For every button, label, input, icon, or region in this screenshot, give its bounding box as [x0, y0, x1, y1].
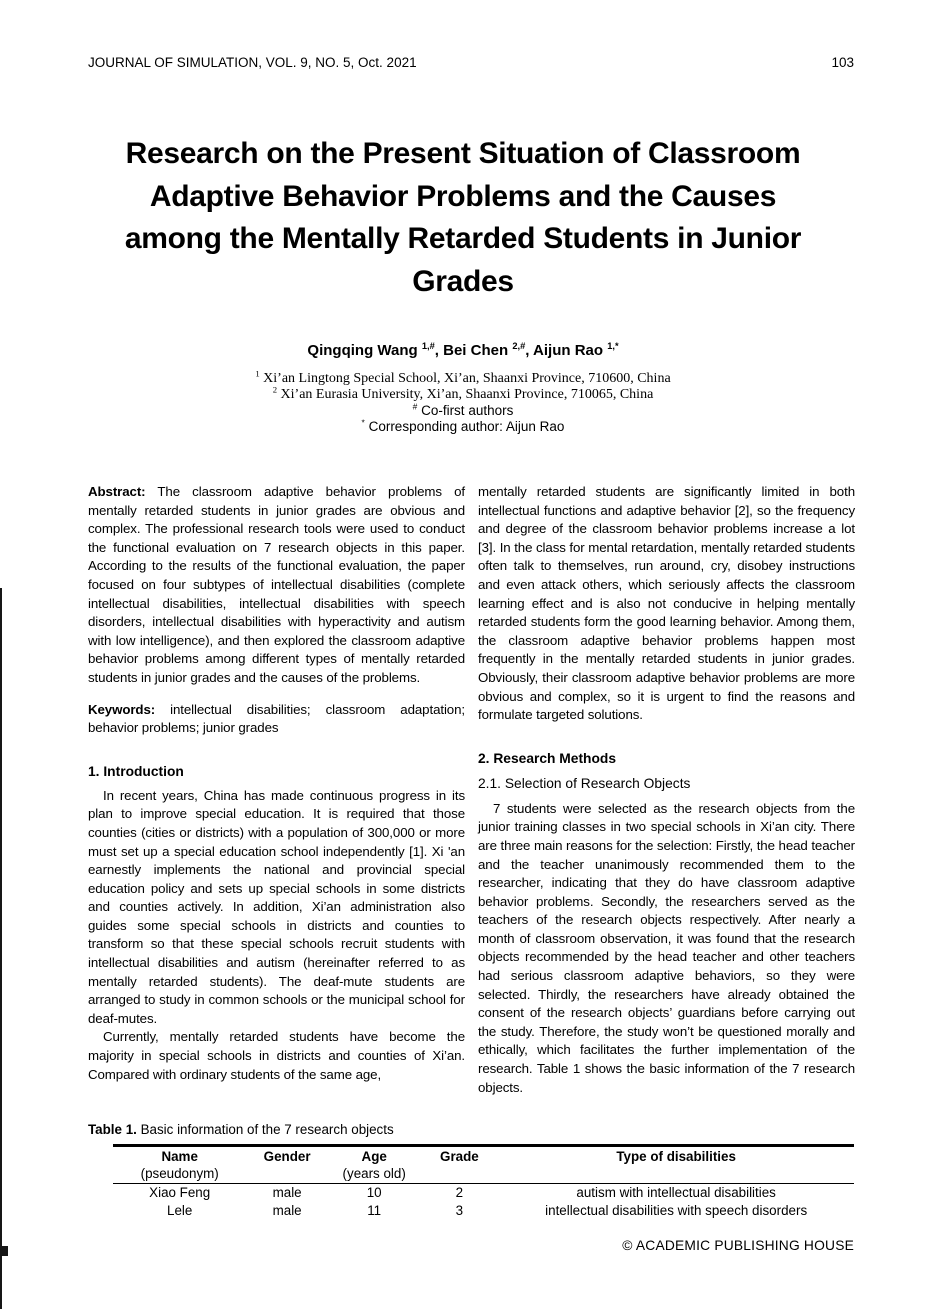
paragraph-keywords: Keywords: intellectual disabilities; classroom adaptation; behavior problems; junior grades: [88, 701, 465, 736]
table-row: [113, 1184, 854, 1202]
table-cell: male: [272, 1185, 302, 1200]
table-cell: male: [272, 1202, 302, 1218]
column-header: Type of disabilities: [498, 1146, 854, 1184]
column-header: Name (pseudonym): [113, 1146, 246, 1184]
table-cell: 11: [367, 1202, 382, 1218]
table-cell: Lele: [167, 1202, 193, 1218]
affiliation-line: # Co-first authors: [412, 401, 514, 418]
right-column: [478, 483, 855, 1097]
author: Aijun Rao $^{1,*}$: [533, 341, 619, 359]
paragraph: In recent years, China has made continuous progress in its plan to improve special education. It is required that those counties (cities or districts) with a population of 300,000 or more must set up a special education school independently [1]. Xi 'an earnestly implements the national and provincial special education policy and sets up special schools in some districts and counties actively. In addition, Xi’an administration also guides some special schools in districts and counties to transform so that these special schools recruit students with intellectual disabilities and autism (hereinafter referred to as mentally retarded students). The deaf-mute students are arranged to study in common schools or the municipal school for deaf-mutes.: [88, 787, 465, 1026]
affiliation-line: $^2$ Xi’an Eurasia University, Xi’an, Shaanxi Province, 710065, China: [272, 384, 654, 402]
research-objects-table: [113, 1144, 854, 1219]
table-caption: [88, 1122, 855, 1137]
table-cell: intellectual disabilities with speech disorders: [545, 1202, 808, 1218]
paragraph: 7 students were selected as the research objects from the junior training classes in two special schools in Xi’an city. There are three main reasons for the selection: Firstly, the head teacher and the teacher unanimously recommended them to the researcher, indicating that they do have classroom adaptive behavior problems. Secondly, the researchers served as the teachers of the research objects respectively. After nearly a month of classroom observation, it was found that the research objects recommended by the head teacher and other teachers had serious classroom adaptive behaviors, so they were selected. Thirdly, the researchers have already obtained the consent of the research objects’ guardians before carrying out the study. Therefore, the study won’t be questioned morally and ethically, which facilitates the further implementation of the research. Table 1 shows the basic information of the 7 research objects.: [478, 800, 855, 1095]
subsection-heading: 2.1. Selection of Research Objects: [478, 775, 691, 791]
table-cell: Xiao Feng: [149, 1185, 211, 1200]
section-heading: 1. Introduction: [88, 763, 184, 779]
affiliation-line: * Corresponding author: Aijun Rao: [361, 417, 565, 434]
body-columns: [88, 483, 855, 1097]
table-cell: autism with intellectual disabilities: [576, 1185, 776, 1200]
affiliation-line: $^1$ Xi’an Lingtong Special School, Xi’an, Shaanxi Province, 710600, China: [255, 368, 671, 386]
table-cell: 3: [455, 1202, 464, 1218]
table-caption-label: Table 1.: [88, 1122, 137, 1137]
column-header: Gender: [246, 1146, 328, 1184]
left-column: [88, 483, 465, 1097]
section-heading: 2. Research Methods: [478, 750, 617, 766]
paragraph: mentally retarded students are significantly limited in both intellectual functions and adaptive behavior [2], so the frequency and degree of the classroom behavior problems increase a lot [3]. In the class for mental retardation, mentally retarded students often talk to themselves, run around, cry, disobey instructions and even attack others, which seriously affects the classroom learning effect and is also not conducive in helping mentally retarded students form the good learning behavior. Among them, the classroom adaptive behavior problems happen most frequently in the mentally retarded students in junior grades. Obviously, their classroom adaptive behavior problems are more obvious and complex, so it is urgent to find the reasons and formulate targeted solutions.: [478, 484, 855, 723]
table-cell: 10: [366, 1185, 382, 1200]
table-row: [113, 1202, 854, 1220]
table-cell: 2: [455, 1185, 464, 1200]
journal-title: JOURNAL OF SIMULATION, VOL. 9, NO. 5, Oct. 2021: [88, 55, 417, 70]
table-header-row: [113, 1146, 854, 1184]
column-header: Age (years old): [328, 1146, 421, 1184]
page-number: 103: [831, 55, 854, 70]
table-caption-text: Basic information of the 7 research objects: [140, 1122, 394, 1137]
table-section: [88, 1122, 855, 1219]
column-header: Grade: [421, 1146, 499, 1184]
author: Qingqing Wang $^{1,\#}$: [307, 341, 435, 359]
author: Bei Chen $^{2,\#}$: [443, 341, 526, 359]
footer-copyright: © ACADEMIC PUBLISHING HOUSE: [622, 1238, 854, 1253]
scan-artifact-left-edge: [0, 588, 2, 1309]
paragraph-abstract: Abstract: The classroom adaptive behavior problems of mentally retarded students in junior grades are obvious and complex. The professional research tools were used to conduct the functional evaluation on 7 research objects in this paper. According to the results of the functional evaluation, the paper focused on four subtypes of intellectual disabilities (complete intellectual disabilities, intellectual disabilities with speech disorders, intellectual disabilities with hyperactivity and autism with low intelligence), and then explored the classroom adaptive behavior problems among different types of mentally retarded students in junior grades and the causes of the problems.: [88, 484, 465, 685]
authors-line: Qingqing Wang $^{1,\#}$, Bei Chen $^{2,\#}$, Aijun Rao $^{1,*}$: [307, 341, 619, 359]
paragraph: Currently, mentally retarded students have become the majority in special schools in districts and counties of Xi’an. Compared with ordinary students of the same age,: [88, 1029, 465, 1082]
paper-title: Research on the Present Situation of Classroom Adaptive Behavior Problems and the Causes among the Mentally Retarded Students in Junior Grades: [124, 137, 802, 298]
running-head: [88, 55, 854, 70]
affiliations: [0, 368, 926, 435]
scan-artifact-corner: [0, 1246, 8, 1256]
